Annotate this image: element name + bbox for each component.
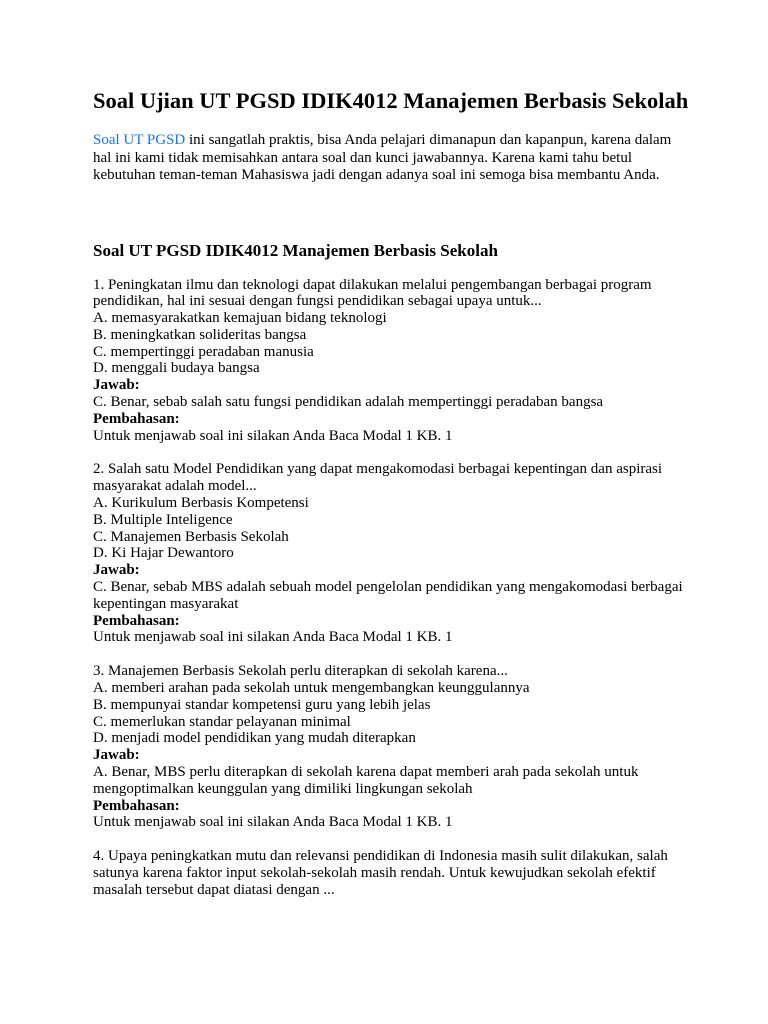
- jawab-text: A. Benar, MBS perlu diterapkan di sekolah karena dapat memberi arah pada sekolah untuk mengoptimalkan keunggulan yang dimiliki lingkungan sekolah: [93, 764, 639, 797]
- pembahasan-text: Untuk menjawab soal ini silakan Anda Baca Modal 1 KB. 1: [93, 629, 453, 646]
- option-b: B. mempunyai standar kompetensi guru yang lebih jelas: [93, 696, 431, 713]
- jawab-label: Jawab:: [93, 377, 140, 394]
- option-c: C. Manajemen Berbasis Sekolah: [93, 528, 289, 545]
- pembahasan-label: Pembahasan:: [93, 797, 180, 814]
- question-text: 3. Manajemen Berbasis Sekolah perlu diterapkan di sekolah karena...: [93, 663, 508, 680]
- question-1: [93, 277, 693, 445]
- document-page: [93, 88, 693, 916]
- intro-paragraph: [93, 132, 693, 185]
- jawab-label: Jawab:: [93, 747, 140, 764]
- pembahasan-label: Pembahasan:: [93, 410, 180, 427]
- question-2: [93, 461, 693, 646]
- question-4: [93, 848, 693, 898]
- question-list: [93, 277, 693, 899]
- option-b: B. meningkatkan solideritas bangsa: [93, 326, 307, 343]
- intro-link[interactable]: Soal UT PGSD: [93, 132, 186, 148]
- question-3: [93, 663, 693, 831]
- option-d: D. Ki Hajar Dewantoro: [93, 545, 234, 562]
- option-a: A. Kurikulum Berbasis Kompetensi: [93, 495, 309, 512]
- jawab-text: C. Benar, sebab MBS adalah sebuah model pengelolan pendidikan yang mengakomodasi berbagai kepentingan masyarakat: [93, 579, 683, 612]
- option-b: B. Multiple Inteligence: [93, 511, 233, 528]
- section-heading: Soal UT PGSD IDIK4012 Manajemen Berbasis Sekolah: [93, 240, 498, 260]
- option-d: D. menjadi model pendidikan yang mudah diterapkan: [93, 730, 416, 747]
- intro-text: ini sangatlah praktis, bisa Anda pelajari dimanapun dan kapanpun, karena dalam hal ini kami tidak memisahkan antara soal dan kunci jawabannya. Karena kami tahu betul kebutuhan teman-teman Mahasiswa jadi dengan adanya soal ini semoga bisa membantu Anda.: [93, 132, 672, 183]
- pembahasan-text: Untuk menjawab soal ini silakan Anda Baca Modal 1 KB. 1: [93, 427, 453, 444]
- jawab-label: Jawab:: [93, 562, 140, 579]
- option-c: C. mempertinggi peradaban manusia: [93, 343, 314, 360]
- jawab-text: C. Benar, sebab salah satu fungsi pendidikan adalah mempertinggi peradaban bangsa: [93, 394, 604, 411]
- option-d: D. menggali budaya bangsa: [93, 360, 260, 377]
- question-text: 4. Upaya peningkatkan mutu dan relevansi pendidikan di Indonesia masih sulit dilakukan, salah satunya karena faktor input sekolah-sekolah masih rendah. Untuk kewujudkan sekolah efektif masalah tersebut dapat diatasi dengan ...: [93, 848, 668, 898]
- option-c: C. memerlukan standar pelayanan minimal: [93, 713, 351, 730]
- pembahasan-text: Untuk menjawab soal ini silakan Anda Baca Modal 1 KB. 1: [93, 814, 453, 831]
- option-a: A. memberi arahan pada sekolah untuk mengembangkan keunggulannya: [93, 680, 530, 697]
- question-text: 1. Peningkatan ilmu dan teknologi dapat dilakukan melalui pengembangan berbagai program pendidikan, hal ini sesuai dengan fungsi pendidikan sebagai upaya untuk...: [93, 276, 652, 310]
- pembahasan-label: Pembahasan:: [93, 612, 180, 629]
- question-text: 2. Salah satu Model Pendidikan yang dapat mengakomodasi berbagai kepentingan dan aspirasi masyarakat adalah model...: [93, 461, 663, 495]
- option-a: A. memasyarakatkan kemajuan bidang teknologi: [93, 310, 387, 327]
- document-title: Soal Ujian UT PGSD IDIK4012 Manajemen Berbasis Sekolah: [93, 88, 689, 113]
